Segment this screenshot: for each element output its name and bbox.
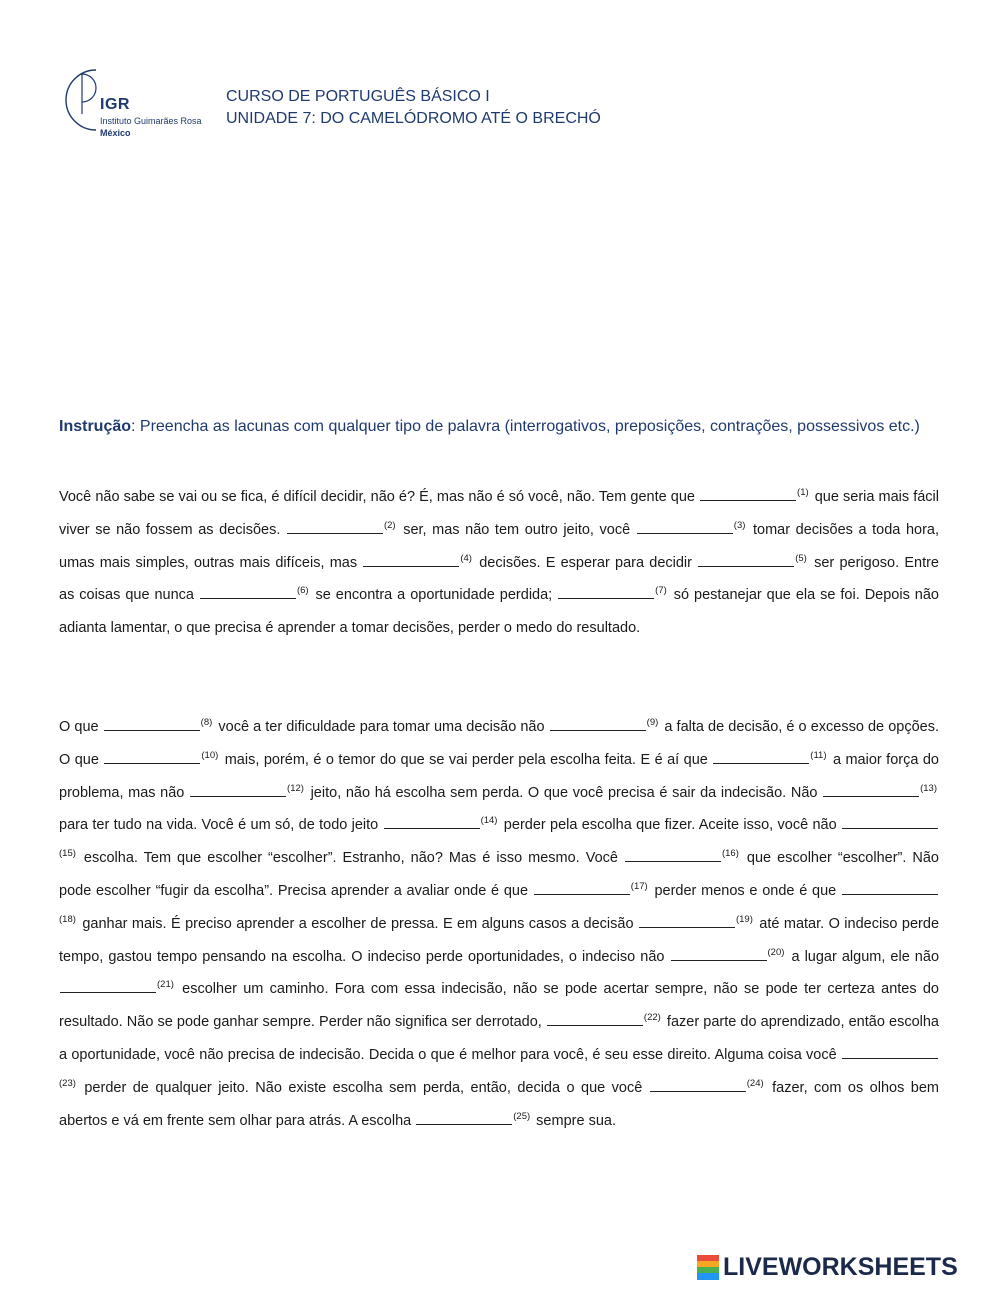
instruction [59,415,939,439]
blank-input[interactable] [200,586,296,599]
paragraph-text: sempre sua. [532,1112,616,1129]
paragraph-text: mais, porém, é o temor do que se vai perder pela escolha feita. E é aí que [220,751,713,768]
blank-number: (17) [630,880,648,892]
blank-number: (6) [296,585,309,597]
course-title [226,86,601,130]
paragraph-text: escolher um caminho. Fora com essa indecisão, não se pode acertar sempre, não se pode ter certeza antes do resultado. Não se pode ganhar sempre. Perder não significa ser derrotado, [59,981,939,1031]
paragraph-text: jeito, não há escolha sem perda. O que você precisa é sair da indecisão. Não [305,784,823,801]
blank-input[interactable] [698,554,794,567]
blank-number: (12) [287,782,304,794]
paragraph-text: perder pela escolha que fizer. Aceite isso, você não [499,817,841,834]
blank-number: (21) [157,979,174,991]
blank-number: (3) [733,519,746,531]
igr-logo-icon [62,66,102,136]
paragraph-text: a falta de decisão, é o excesso de opções. O que [59,719,939,768]
paragraph-2 [59,711,939,1137]
blank-number: (16) [721,848,739,860]
blank-number: (7) [655,585,667,597]
paragraph-text: se encontra a oportunidade perdida; [310,587,558,604]
paragraph-text: escolha. Tem que escolher “escolher”. Estranho, não? Mas é isso mesmo. Você [77,850,624,867]
blank-number: (4) [460,552,472,564]
blank-number: (5) [795,552,807,564]
blank-input[interactable] [625,849,721,862]
paragraph-text: ser, mas não tem outro jeito, você [397,521,636,538]
paragraph-text: perder menos e onde é que [649,882,841,899]
paragraph-text: só pestanejar que ela se foi. Depois não adianta lamentar, o que precisa é aprender a tomar decisões, perder o medo do resultado. [59,587,939,637]
liveworksheets-icon [697,1255,719,1281]
blank-number: (25) [513,1110,531,1122]
instruction-text: : Preencha as lacunas com qualquer tipo de palavra (interrogativos, preposições, contrações, possessivos etc.) [131,418,920,435]
blank-input[interactable] [671,948,767,961]
blank-input[interactable] [547,1013,643,1026]
paragraph-text: que escolher “escolher”. Não pode escolher “fugir da escolha”. Precisa aprender a avaliar onde é que [59,850,939,899]
liveworksheets-logo [697,1253,997,1285]
instruction-label: Instrução [59,418,132,435]
blank-input[interactable] [713,751,809,764]
liveworksheets-brand: LIVEWORKSHEETS [723,1253,958,1281]
blank-input[interactable] [700,488,796,501]
blank-number: (11) [810,749,827,761]
blank-number: (20) [767,946,785,958]
logo-abbr: IGR [100,96,130,113]
blank-input[interactable] [104,718,200,731]
blank-number: (22) [643,1012,661,1024]
blank-input[interactable] [823,784,919,797]
blank-number: (19) [735,913,753,925]
paragraph-text: ganhar mais. É preciso aprender a escolher de pressa. E em alguns casos a decisão [77,915,638,932]
paragraph-text: para ter tudo na vida. Você é um só, de todo jeito [59,817,383,834]
paragraph-text: decisões. E esperar para decidir [473,554,698,571]
logo-country: México [100,128,131,138]
blank-input[interactable] [60,980,156,993]
blank-number: (10) [201,749,219,761]
course-line-1: CURSO DE PORTUGUÊS BÁSICO I [226,88,490,105]
paragraph-text: a lugar algum, ele não [786,948,940,965]
blank-input[interactable] [550,718,646,731]
blank-input[interactable] [842,1046,938,1059]
blank-input[interactable] [637,521,733,534]
blank-input[interactable] [287,521,383,534]
blank-input[interactable] [416,1112,512,1125]
blank-number: (15) [59,848,76,860]
document-header [62,66,862,156]
blank-input[interactable] [650,1079,746,1092]
paragraph-text: fazer parte do aprendizado, então escolha a oportunidade, você não precisa de indecisão. Decida o que é melhor para você, é seu esse direito. Alguma coisa você [59,1014,939,1063]
course-line-2: UNIDADE 7: DO CAMELÓDROMO ATÉ O BRECHÓ [226,110,601,127]
paragraph-text: O que [59,719,103,735]
blank-number: (23) [59,1077,76,1089]
blank-number: (18) [59,913,76,925]
blank-number: (9) [646,717,659,728]
blank-input[interactable] [104,751,200,764]
paragraph-text: a maior força do problema, mas não [59,751,939,801]
blank-number: (13) [920,782,938,794]
paragraph-text: Você não sabe se vai ou se fica, é difícil decidir, não é? É, mas não é só você, não. Tem gente que [59,489,700,505]
blank-input[interactable] [384,816,480,829]
blank-input[interactable] [534,882,630,895]
blank-input[interactable] [842,816,938,829]
paragraph-1 [59,481,939,645]
logo-institute: Instituto Guimarães Rosa [100,116,202,126]
blank-number: (2) [383,519,396,531]
paragraph-text: tomar decisões a toda hora, umas mais simples, outras mais difíceis, mas [59,521,939,571]
paragraph-text: que seria mais fácil viver se não fossem as decisões. [59,489,939,538]
blank-input[interactable] [639,915,735,928]
blank-input[interactable] [558,586,654,599]
paragraph-text: perder de qualquer jeito. Não existe escolha sem perda, então, decida o que você [77,1079,649,1096]
paragraph-text: até matar. O indeciso perde tempo, gastou tempo pensando na escolha. O indeciso perde oportunidades, o indeciso não [59,915,940,965]
blank-number: (24) [746,1077,764,1089]
paragraph-text: você a ter dificuldade para tomar uma decisão não [214,719,549,735]
blank-number: (14) [480,815,498,827]
blank-input[interactable] [842,882,938,895]
igr-logo [62,66,212,146]
paragraph-text: ser perigoso. Entre as coisas que nunca [59,554,939,604]
blank-number: (8) [200,717,213,728]
blank-input[interactable] [190,784,286,797]
paragraph-text: fazer, com os olhos bem abertos e vá em frente sem olhar para atrás. A escolha [59,1079,939,1129]
blank-input[interactable] [363,554,459,567]
blank-number: (1) [797,487,809,498]
